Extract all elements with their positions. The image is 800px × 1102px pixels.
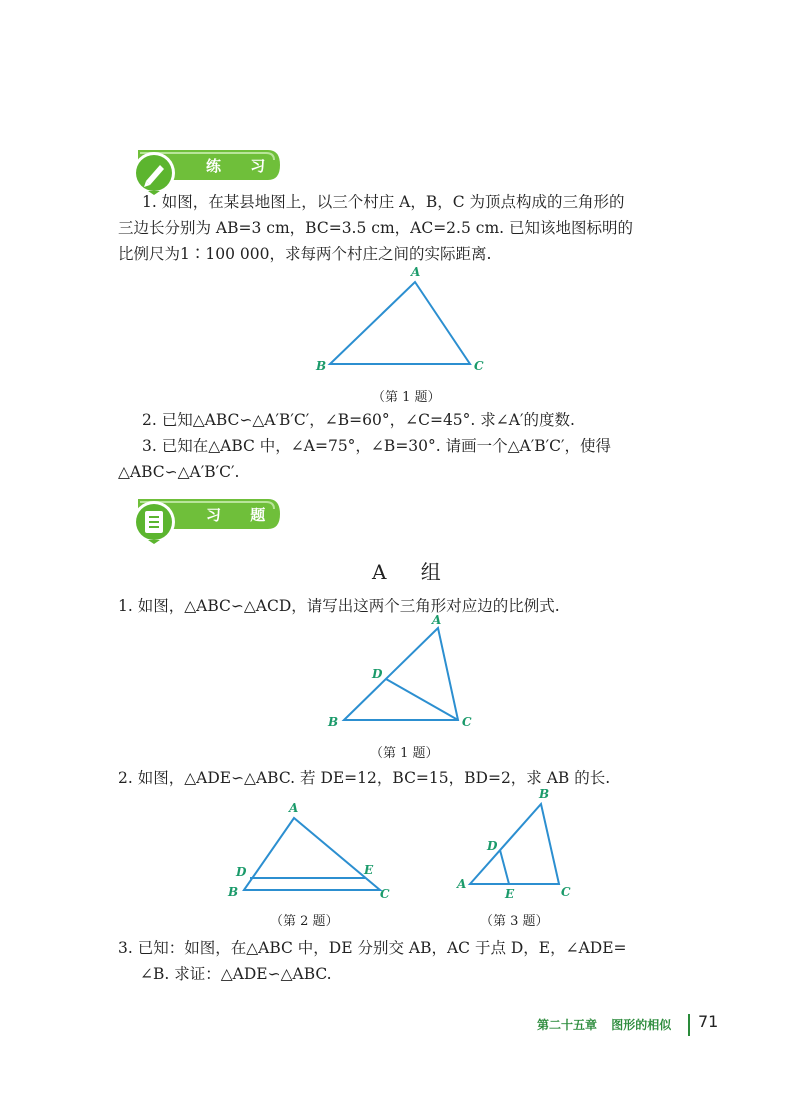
exercise-figure-2 bbox=[222, 798, 402, 902]
exercise-figure-3-caption: （第 3 题） bbox=[480, 914, 549, 929]
point-label-d: D bbox=[372, 667, 383, 681]
practice-q2: 2. 已知△ABC∽△A′B′C′，∠B=60°，∠C=45°. 求∠A′的度数. bbox=[142, 411, 575, 429]
segment-cd bbox=[386, 679, 458, 720]
practice-q1-line1: 1. 如图，在某县地图上，以三个村庄 A，B，C 为顶点构成的三角形的 bbox=[142, 193, 625, 211]
exercise-banner bbox=[118, 497, 282, 531]
triangle-abc bbox=[330, 282, 470, 364]
exercise-label: 习 题 bbox=[206, 506, 278, 524]
practice-q3-line1: 3. 已知在△ABC 中，∠A=75°，∠B=30°. 请画一个△A′B′C′，使得 bbox=[142, 437, 612, 455]
segment-de bbox=[500, 850, 509, 884]
practice-q1-figure bbox=[300, 262, 500, 382]
practice-q1-line2: 三边长分别为 AB=3 cm，BC=3.5 cm，AC=2.5 cm. 已知该地图标明的 bbox=[118, 219, 633, 237]
point-label-c: C bbox=[561, 885, 571, 899]
exercise-q1: 1. 如图，△ABC∽△ACD，请写出这两个三角形对应边的比例式. bbox=[118, 597, 560, 615]
triangle-abc bbox=[244, 818, 380, 890]
triangle-abc bbox=[344, 628, 458, 720]
notebook-icon bbox=[128, 500, 180, 552]
triangle-abc bbox=[470, 804, 559, 884]
point-label-c: C bbox=[474, 359, 484, 373]
point-label-c: C bbox=[380, 887, 390, 901]
point-label-b: B bbox=[228, 885, 239, 899]
group-title: A 组 bbox=[372, 560, 455, 584]
practice-banner bbox=[118, 148, 282, 182]
exercise-figure-2-caption: （第 2 题） bbox=[270, 914, 339, 929]
point-label-b: B bbox=[539, 787, 550, 801]
exercise-q1-figure bbox=[320, 610, 490, 740]
footer-chapter-title: 图形的相似 bbox=[611, 1018, 672, 1032]
page-number: 71 bbox=[698, 1012, 719, 1031]
point-label-b: B bbox=[328, 715, 339, 729]
point-label-a: A bbox=[411, 265, 421, 279]
exercise-q2: 2. 如图，△ADE∽△ABC. 若 DE=12，BC=15，BD=2，求 AB 的长. bbox=[118, 769, 611, 787]
point-label-a: A bbox=[289, 801, 299, 815]
footer-divider bbox=[688, 1014, 690, 1036]
exercise-q1-caption: （第 1 题） bbox=[370, 746, 439, 761]
point-label-a: A bbox=[457, 877, 467, 891]
point-label-b: B bbox=[316, 359, 327, 373]
exercise-q3-line2: ∠B. 求证：△ADE∽△ABC. bbox=[140, 965, 332, 983]
point-label-e: E bbox=[505, 887, 515, 901]
point-label-d: D bbox=[487, 839, 498, 853]
footer-chapter-number: 第二十五章 bbox=[537, 1018, 598, 1032]
footer-chapter bbox=[537, 1016, 671, 1033]
practice-q1-line3: 比例尺为1∶100 000，求每两个村庄之间的实际距离. bbox=[118, 245, 492, 263]
practice-q1-caption: （第 1 题） bbox=[372, 390, 441, 405]
practice-q3-line2: △ABC∽△A′B′C′. bbox=[118, 463, 240, 481]
point-label-c: C bbox=[462, 715, 472, 729]
exercise-q3-line1: 3. 已知：如图，在△ABC 中，DE 分别交 AB，AC 于点 D，E，∠ADE= bbox=[118, 939, 627, 957]
practice-label: 练 习 bbox=[206, 157, 278, 175]
point-label-e: E bbox=[364, 863, 374, 877]
exercise-figure-3 bbox=[455, 782, 585, 904]
point-label-d: D bbox=[236, 865, 247, 879]
point-label-a: A bbox=[432, 613, 442, 627]
